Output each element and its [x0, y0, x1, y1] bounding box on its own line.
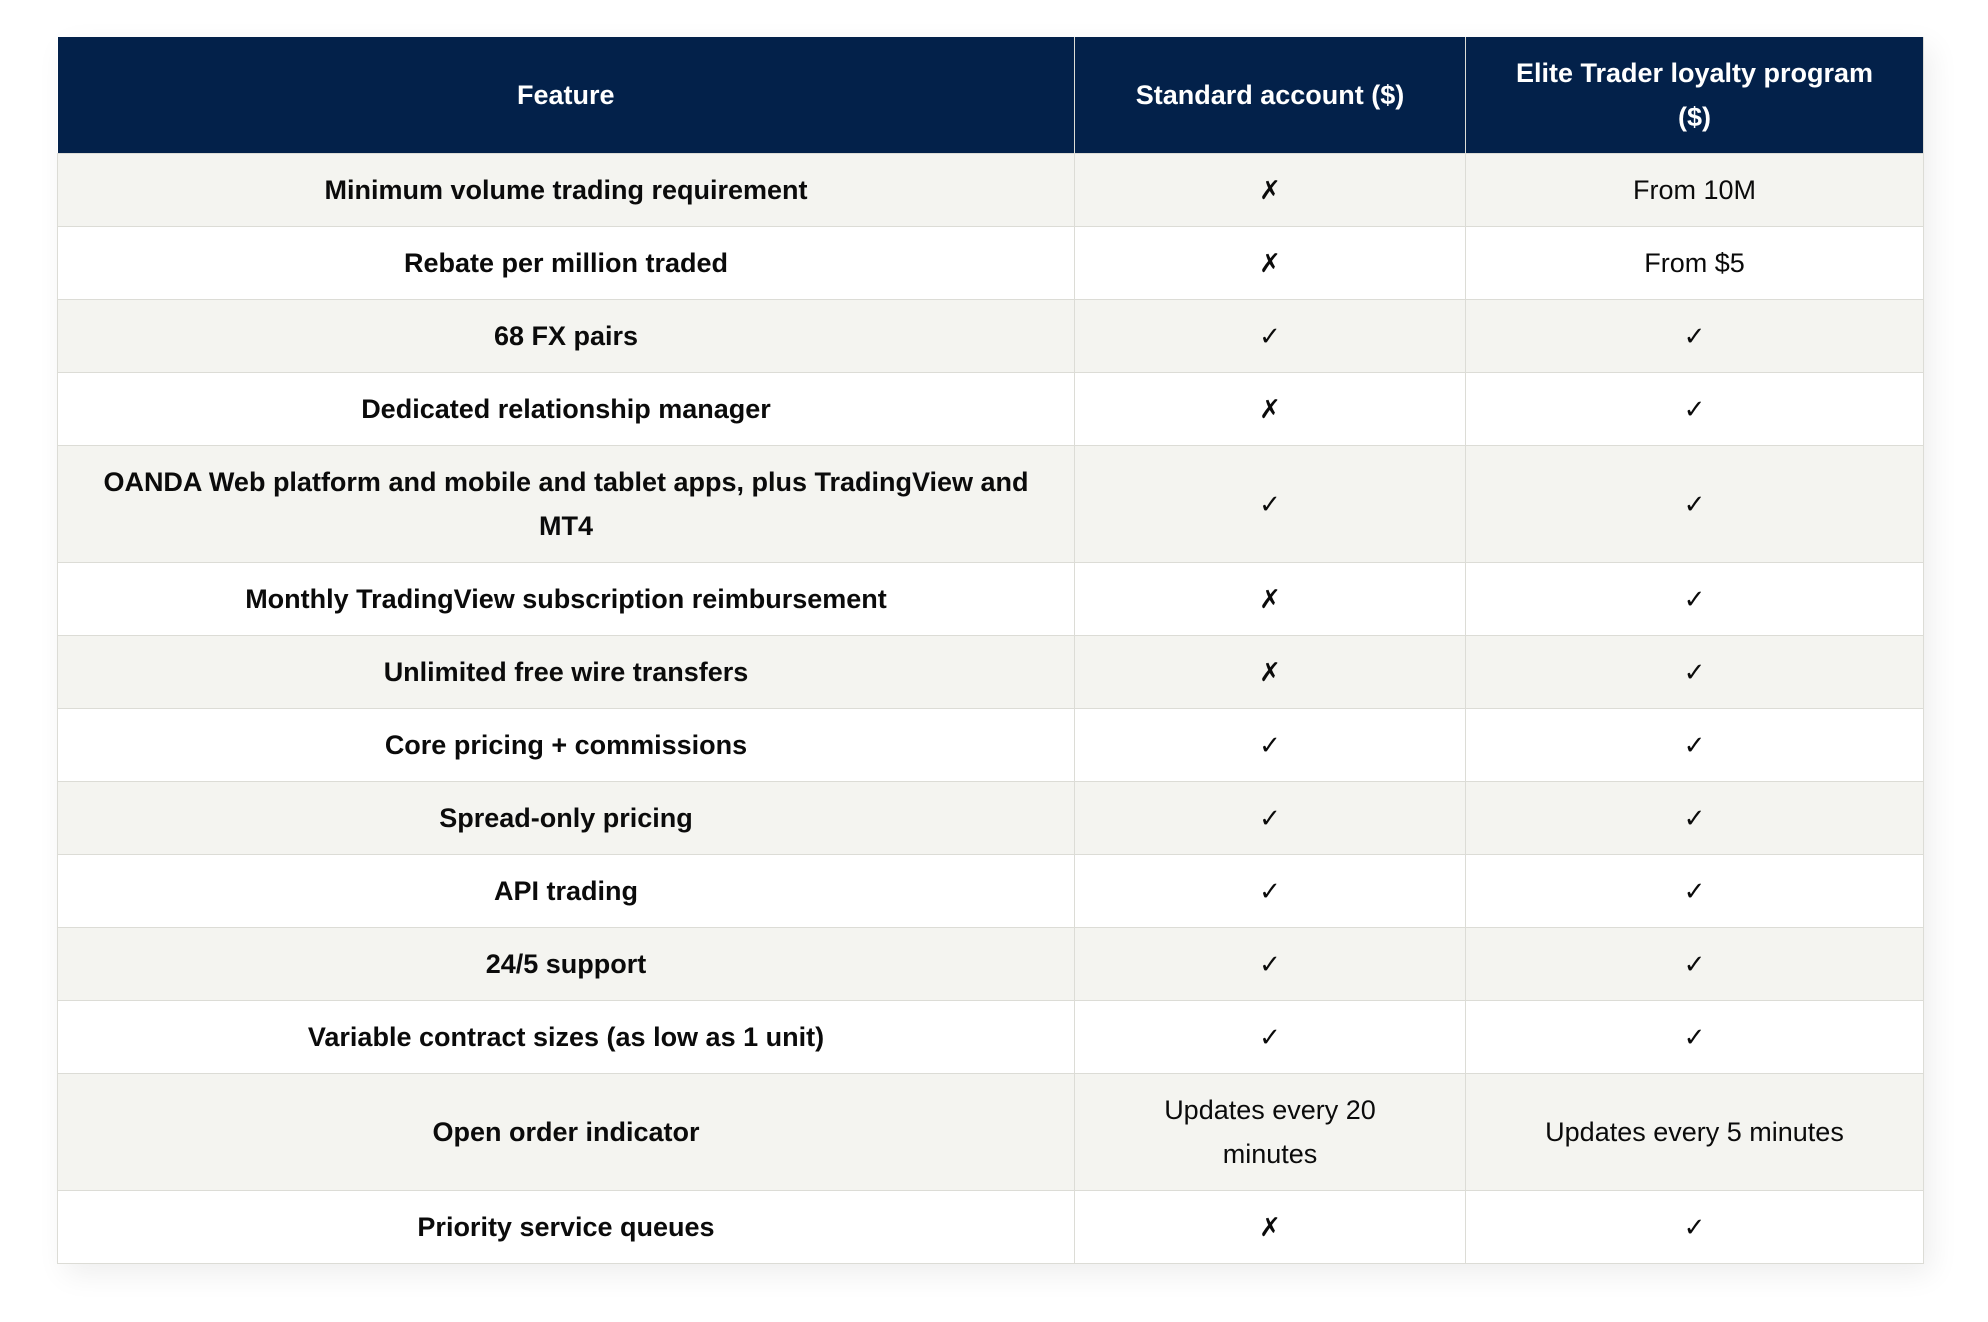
header-feature: Feature [58, 37, 1075, 154]
feature-cell: Open order indicator [58, 1074, 1075, 1191]
header-elite-trader: Elite Trader loyalty program ($) [1466, 37, 1924, 154]
feature-cell: Priority service queues [58, 1191, 1075, 1264]
elite-cell [1466, 1001, 1924, 1074]
table-row [58, 300, 1924, 373]
elite-cell [1466, 782, 1924, 855]
cross-icon: ✗ [1259, 248, 1281, 279]
feature-cell: API trading [58, 855, 1075, 928]
feature-cell: Rebate per million traded [58, 227, 1075, 300]
check-icon: ✓ [1683, 803, 1706, 834]
elite-cell [1466, 300, 1924, 373]
feature-cell: OANDA Web platform and mobile and tablet apps, plus TradingView and MT4 [58, 446, 1075, 563]
check-icon: ✓ [1259, 321, 1281, 352]
check-icon: ✓ [1259, 489, 1281, 520]
check-icon: ✓ [1683, 1212, 1706, 1243]
standard-cell: Updates every 20 minutes [1075, 1074, 1466, 1191]
standard-cell [1075, 300, 1466, 373]
comparison-table [57, 37, 1924, 1264]
table-row [58, 227, 1924, 300]
elite-cell [1466, 709, 1924, 782]
feature-cell: Core pricing + commissions [58, 709, 1075, 782]
feature-cell: Spread-only pricing [58, 782, 1075, 855]
table-row [58, 782, 1924, 855]
feature-cell: Dedicated relationship manager [58, 373, 1075, 446]
table-row [58, 1001, 1924, 1074]
standard-cell [1075, 446, 1466, 563]
check-icon: ✓ [1683, 394, 1706, 425]
standard-cell [1075, 928, 1466, 1001]
feature-cell: 68 FX pairs [58, 300, 1075, 373]
table-body [58, 154, 1924, 1264]
check-icon: ✓ [1259, 803, 1281, 834]
elite-cell: From $5 [1466, 227, 1924, 300]
standard-cell [1075, 227, 1466, 300]
cross-icon: ✗ [1259, 584, 1281, 615]
check-icon: ✓ [1683, 730, 1706, 761]
cross-icon: ✗ [1259, 1212, 1281, 1243]
standard-cell [1075, 1191, 1466, 1264]
standard-cell [1075, 1001, 1466, 1074]
table-row [58, 1074, 1924, 1191]
elite-cell [1466, 636, 1924, 709]
elite-cell: Updates every 5 minutes [1466, 1074, 1924, 1191]
check-icon: ✓ [1683, 657, 1706, 688]
elite-cell [1466, 1191, 1924, 1264]
feature-cell: 24/5 support [58, 928, 1075, 1001]
table-row [58, 373, 1924, 446]
feature-cell: Variable contract sizes (as low as 1 unit) [58, 1001, 1075, 1074]
check-icon: ✓ [1259, 876, 1281, 907]
standard-cell [1075, 563, 1466, 636]
table-row [58, 855, 1924, 928]
elite-cell [1466, 373, 1924, 446]
standard-cell [1075, 373, 1466, 446]
table-row [58, 636, 1924, 709]
table-row [58, 928, 1924, 1001]
header-row [58, 37, 1924, 154]
elite-cell [1466, 446, 1924, 563]
standard-cell [1075, 709, 1466, 782]
cross-icon: ✗ [1259, 657, 1281, 688]
check-icon: ✓ [1683, 1022, 1706, 1053]
feature-cell: Monthly TradingView subscription reimbursement [58, 563, 1075, 636]
header-standard-account: Standard account ($) [1075, 37, 1466, 154]
table-row [58, 709, 1924, 782]
check-icon: ✓ [1683, 489, 1706, 520]
check-icon: ✓ [1683, 876, 1706, 907]
feature-cell: Minimum volume trading requirement [58, 154, 1075, 227]
table-row [58, 1191, 1924, 1264]
elite-cell: From 10M [1466, 154, 1924, 227]
table-row [58, 563, 1924, 636]
table-row [58, 154, 1924, 227]
check-icon: ✓ [1259, 949, 1281, 980]
check-icon: ✓ [1259, 730, 1281, 761]
check-icon: ✓ [1259, 1022, 1281, 1053]
cross-icon: ✗ [1259, 175, 1281, 206]
check-icon: ✓ [1683, 321, 1706, 352]
table-header [58, 37, 1924, 154]
standard-cell [1075, 636, 1466, 709]
elite-cell [1466, 855, 1924, 928]
comparison-table-container [57, 37, 1923, 1264]
elite-cell [1466, 928, 1924, 1001]
elite-cell [1466, 563, 1924, 636]
standard-cell [1075, 855, 1466, 928]
table-row [58, 446, 1924, 563]
check-icon: ✓ [1683, 584, 1706, 615]
standard-cell [1075, 154, 1466, 227]
standard-cell [1075, 782, 1466, 855]
cross-icon: ✗ [1259, 394, 1281, 425]
feature-cell: Unlimited free wire transfers [58, 636, 1075, 709]
check-icon: ✓ [1683, 949, 1706, 980]
